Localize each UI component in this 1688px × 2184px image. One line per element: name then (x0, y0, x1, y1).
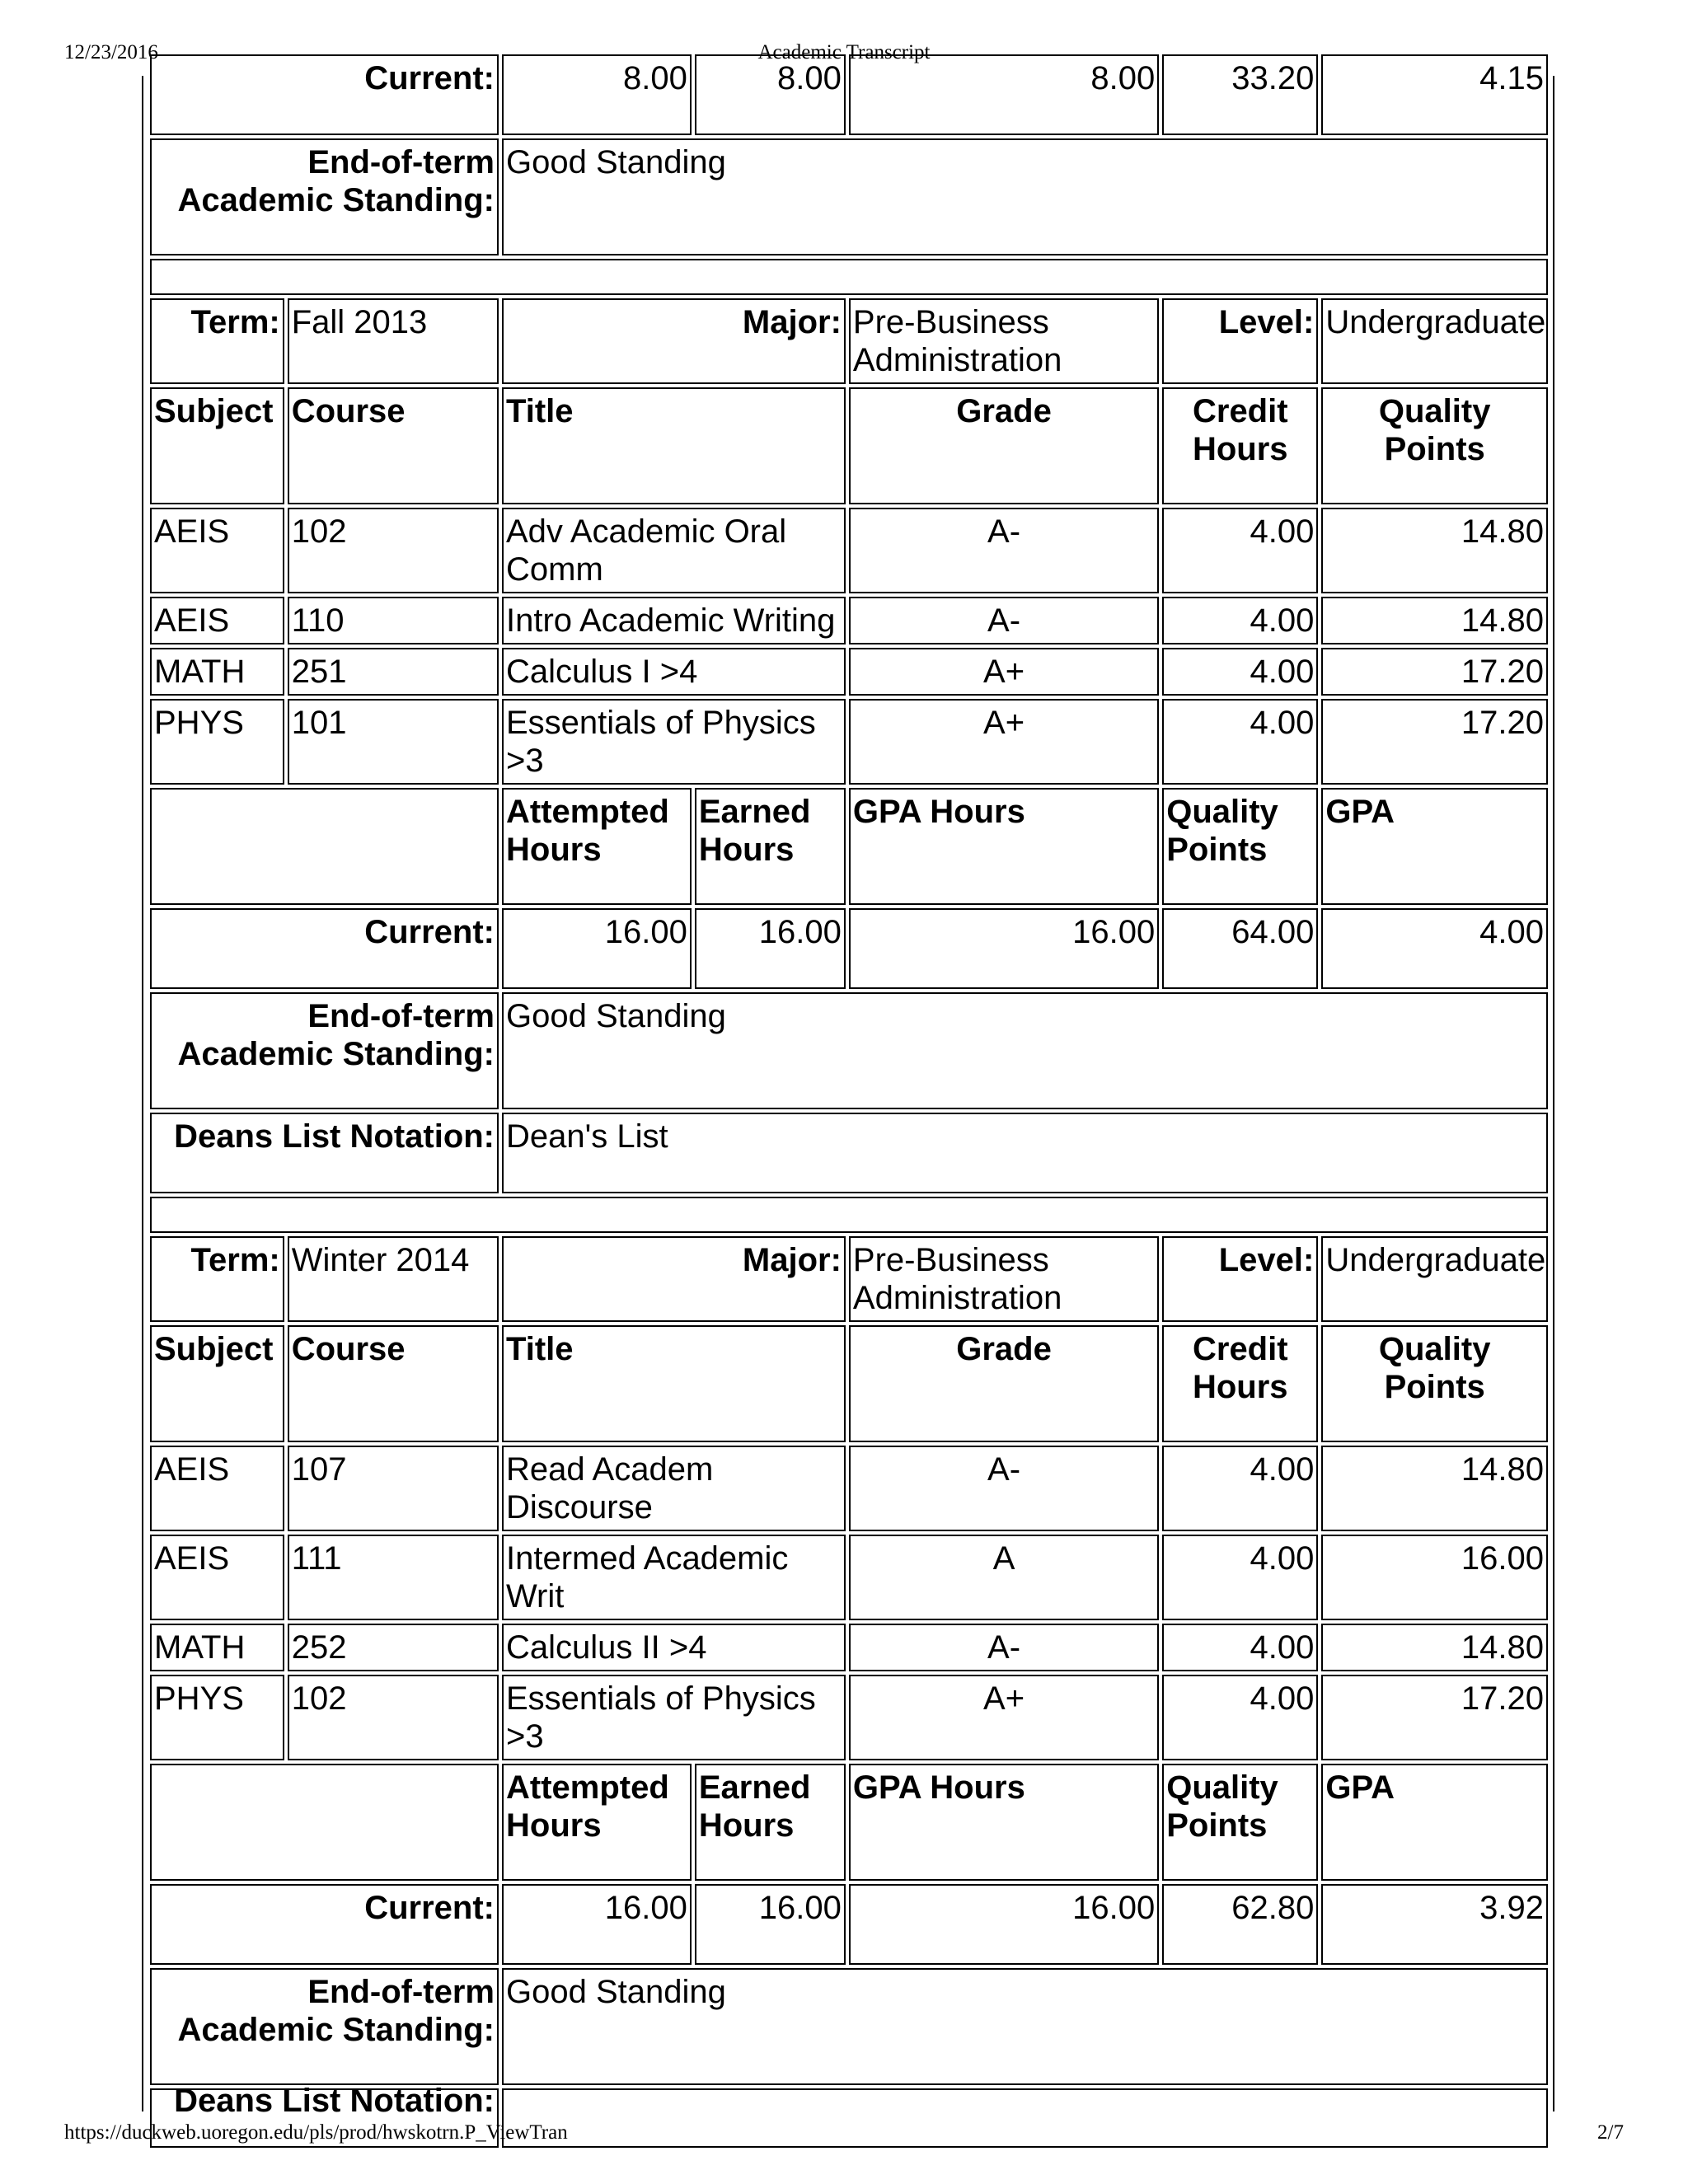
term-header-row (150, 298, 1548, 384)
totals-header-row (150, 1764, 1548, 1881)
grade-header: Grade (849, 1325, 1159, 1442)
attempted-hours-header: Attempted Hours (502, 788, 692, 905)
grade-header: Grade (849, 387, 1159, 504)
spacer-row (150, 259, 1548, 295)
quality-points-value: 33.20 (1162, 54, 1318, 135)
quality-points-value: 62.80 (1162, 1884, 1318, 1965)
standing-row (150, 992, 1548, 1109)
qp-cell: 14.80 (1321, 1624, 1548, 1671)
title-header: Title (502, 1325, 846, 1442)
gpa-header: GPA (1321, 788, 1548, 905)
qp-cell: 17.20 (1321, 1675, 1548, 1760)
credit-cell: 4.00 (1162, 699, 1318, 785)
title-cell: Calculus I >4 (502, 648, 846, 696)
quality-points-total-header: Quality Points (1162, 788, 1318, 905)
credit-cell: 4.00 (1162, 597, 1318, 644)
course-row (150, 1446, 1548, 1531)
attempted-value: 16.00 (502, 1884, 692, 1965)
gpa-hours-value: 8.00 (849, 54, 1159, 135)
title-header: Title (502, 387, 846, 504)
course-cell: 252 (288, 1624, 499, 1671)
course-cell: 111 (288, 1535, 499, 1620)
grade-cell: A- (849, 1624, 1159, 1671)
subject-cell: MATH (150, 1624, 284, 1671)
qp-cell: 14.80 (1321, 508, 1548, 593)
gpa-value: 3.92 (1321, 1884, 1548, 1965)
credit-cell: 4.00 (1162, 1624, 1318, 1671)
deans-list-value: Dean's List (502, 1113, 1548, 1193)
grade-cell: A+ (849, 1675, 1159, 1760)
gpa-hours-value: 16.00 (849, 1884, 1159, 1965)
course-cell: 102 (288, 508, 499, 593)
level-label: Level: (1162, 1236, 1318, 1322)
course-cell: 107 (288, 1446, 499, 1531)
quality-points-header: Quality Points (1321, 387, 1548, 504)
page-title: Academic Transcript (757, 41, 931, 63)
course-row (150, 1624, 1548, 1671)
page-url: https://duckweb.uoregon.edu/pls/prod/hwskotrn.P_ViewTran (64, 2121, 568, 2144)
totals-blank-cell (150, 788, 499, 905)
term-value: Winter 2014 (288, 1236, 499, 1322)
standing-label: End-of-term Academic Standing: (150, 138, 499, 255)
qp-cell: 17.20 (1321, 699, 1548, 785)
quality-points-value: 64.00 (1162, 908, 1318, 989)
qp-cell: 17.20 (1321, 648, 1548, 696)
spacer-cell (150, 259, 1548, 295)
qp-cell: 14.80 (1321, 1446, 1548, 1531)
subject-cell: PHYS (150, 1675, 284, 1760)
current-label: Current: (150, 908, 499, 989)
course-cell: 102 (288, 1675, 499, 1760)
major-label: Major: (502, 1236, 846, 1322)
level-value: Undergraduate (1321, 1236, 1548, 1322)
course-header-row (150, 387, 1548, 504)
major-value: Pre-Business Administration (849, 1236, 1159, 1322)
print-date: 12/23/2016 (64, 41, 158, 63)
quality-points-header: Quality Points (1321, 1325, 1548, 1442)
credit-hours-header: Credit Hours (1162, 1325, 1318, 1442)
spacer-row (150, 1197, 1548, 1233)
gpa-value: 4.00 (1321, 908, 1548, 989)
earned-hours-header: Earned Hours (695, 1764, 846, 1881)
transcript-table (147, 51, 1551, 2151)
prev-standing-row (150, 138, 1548, 255)
qp-cell: 16.00 (1321, 1535, 1548, 1620)
course-cell: 251 (288, 648, 499, 696)
subject-header: Subject (150, 1325, 284, 1442)
standing-row (150, 1968, 1548, 2085)
course-row (150, 699, 1548, 785)
transcript-frame (142, 60, 1554, 2119)
grade-cell: A- (849, 597, 1159, 644)
course-row (150, 1535, 1548, 1620)
deans-list-value (502, 2088, 1548, 2148)
earned-hours-header: Earned Hours (695, 788, 846, 905)
grade-cell: A+ (849, 699, 1159, 785)
credit-cell: 4.00 (1162, 648, 1318, 696)
subject-cell: MATH (150, 648, 284, 696)
quality-points-total-header: Quality Points (1162, 1764, 1318, 1881)
term-value: Fall 2013 (288, 298, 499, 384)
gpa-hours-header: GPA Hours (849, 1764, 1159, 1881)
standing-value: Good Standing (502, 1968, 1548, 2085)
grade-cell: A- (849, 508, 1159, 593)
title-cell: Intermed Academic Writ (502, 1535, 846, 1620)
deans-list-label-cut: Deans List Notation: (174, 2083, 495, 2119)
term-label: Term: (150, 298, 284, 384)
credit-cell: 4.00 (1162, 1675, 1318, 1760)
subject-cell: AEIS (150, 1446, 284, 1531)
title-cell: Essentials of Physics >3 (502, 1675, 846, 1760)
gpa-hours-header: GPA Hours (849, 788, 1159, 905)
course-row (150, 508, 1548, 593)
standing-label: End-of-term Academic Standing: (150, 992, 499, 1109)
standing-value: Good Standing (502, 138, 1548, 255)
level-label: Level: (1162, 298, 1318, 384)
prev-current-row (150, 54, 1548, 135)
attempted-value: 16.00 (502, 908, 692, 989)
title-cell: Intro Academic Writing (502, 597, 846, 644)
subject-cell: AEIS (150, 1535, 284, 1620)
deans-list-label: Deans List Notation: (150, 1113, 499, 1193)
title-cell: Calculus II >4 (502, 1624, 846, 1671)
credit-cell: 4.00 (1162, 1446, 1318, 1531)
earned-value: 8.00 (695, 54, 846, 135)
totals-blank-cell (150, 1764, 499, 1881)
page-number: 2/7 (1597, 2121, 1624, 2144)
term-header-row (150, 1236, 1548, 1322)
qp-cell: 14.80 (1321, 597, 1548, 644)
deans-list-row (150, 1113, 1548, 1193)
standing-value: Good Standing (502, 992, 1548, 1109)
subject-header: Subject (150, 387, 284, 504)
course-row (150, 1675, 1548, 1760)
course-cell: 101 (288, 699, 499, 785)
gpa-hours-value: 16.00 (849, 908, 1159, 989)
current-row (150, 908, 1548, 989)
title-cell: Read Academ Discourse (502, 1446, 846, 1531)
level-value: Undergraduate (1321, 298, 1548, 384)
credit-hours-header: Credit Hours (1162, 387, 1318, 504)
earned-value: 16.00 (695, 908, 846, 989)
grade-cell: A (849, 1535, 1159, 1620)
totals-header-row (150, 788, 1548, 905)
course-header: Course (288, 387, 499, 504)
subject-cell: PHYS (150, 699, 284, 785)
major-value: Pre-Business Administration (849, 298, 1159, 384)
grade-cell: A+ (849, 648, 1159, 696)
title-cell: Adv Academic Oral Comm (502, 508, 846, 593)
major-label: Major: (502, 298, 846, 384)
gpa-header: GPA (1321, 1764, 1548, 1881)
standing-label: End-of-term Academic Standing: (150, 1968, 499, 2085)
subject-cell: AEIS (150, 597, 284, 644)
grade-cell: A- (849, 1446, 1159, 1531)
current-label: Current: (150, 1884, 499, 1965)
credit-cell: 4.00 (1162, 1535, 1318, 1620)
current-label: Current: (150, 54, 499, 135)
subject-cell: AEIS (150, 508, 284, 593)
gpa-value: 4.15 (1321, 54, 1548, 135)
earned-value: 16.00 (695, 1884, 846, 1965)
course-row (150, 597, 1548, 644)
course-header-row (150, 1325, 1548, 1442)
attempted-value: 8.00 (502, 54, 692, 135)
credit-cell: 4.00 (1162, 508, 1318, 593)
term-label: Term: (150, 1236, 284, 1322)
attempted-hours-header: Attempted Hours (502, 1764, 692, 1881)
title-cell: Essentials of Physics >3 (502, 699, 846, 785)
course-header: Course (288, 1325, 499, 1442)
course-row (150, 648, 1548, 696)
current-row (150, 1884, 1548, 1965)
course-cell: 110 (288, 597, 499, 644)
spacer-cell (150, 1197, 1548, 1233)
